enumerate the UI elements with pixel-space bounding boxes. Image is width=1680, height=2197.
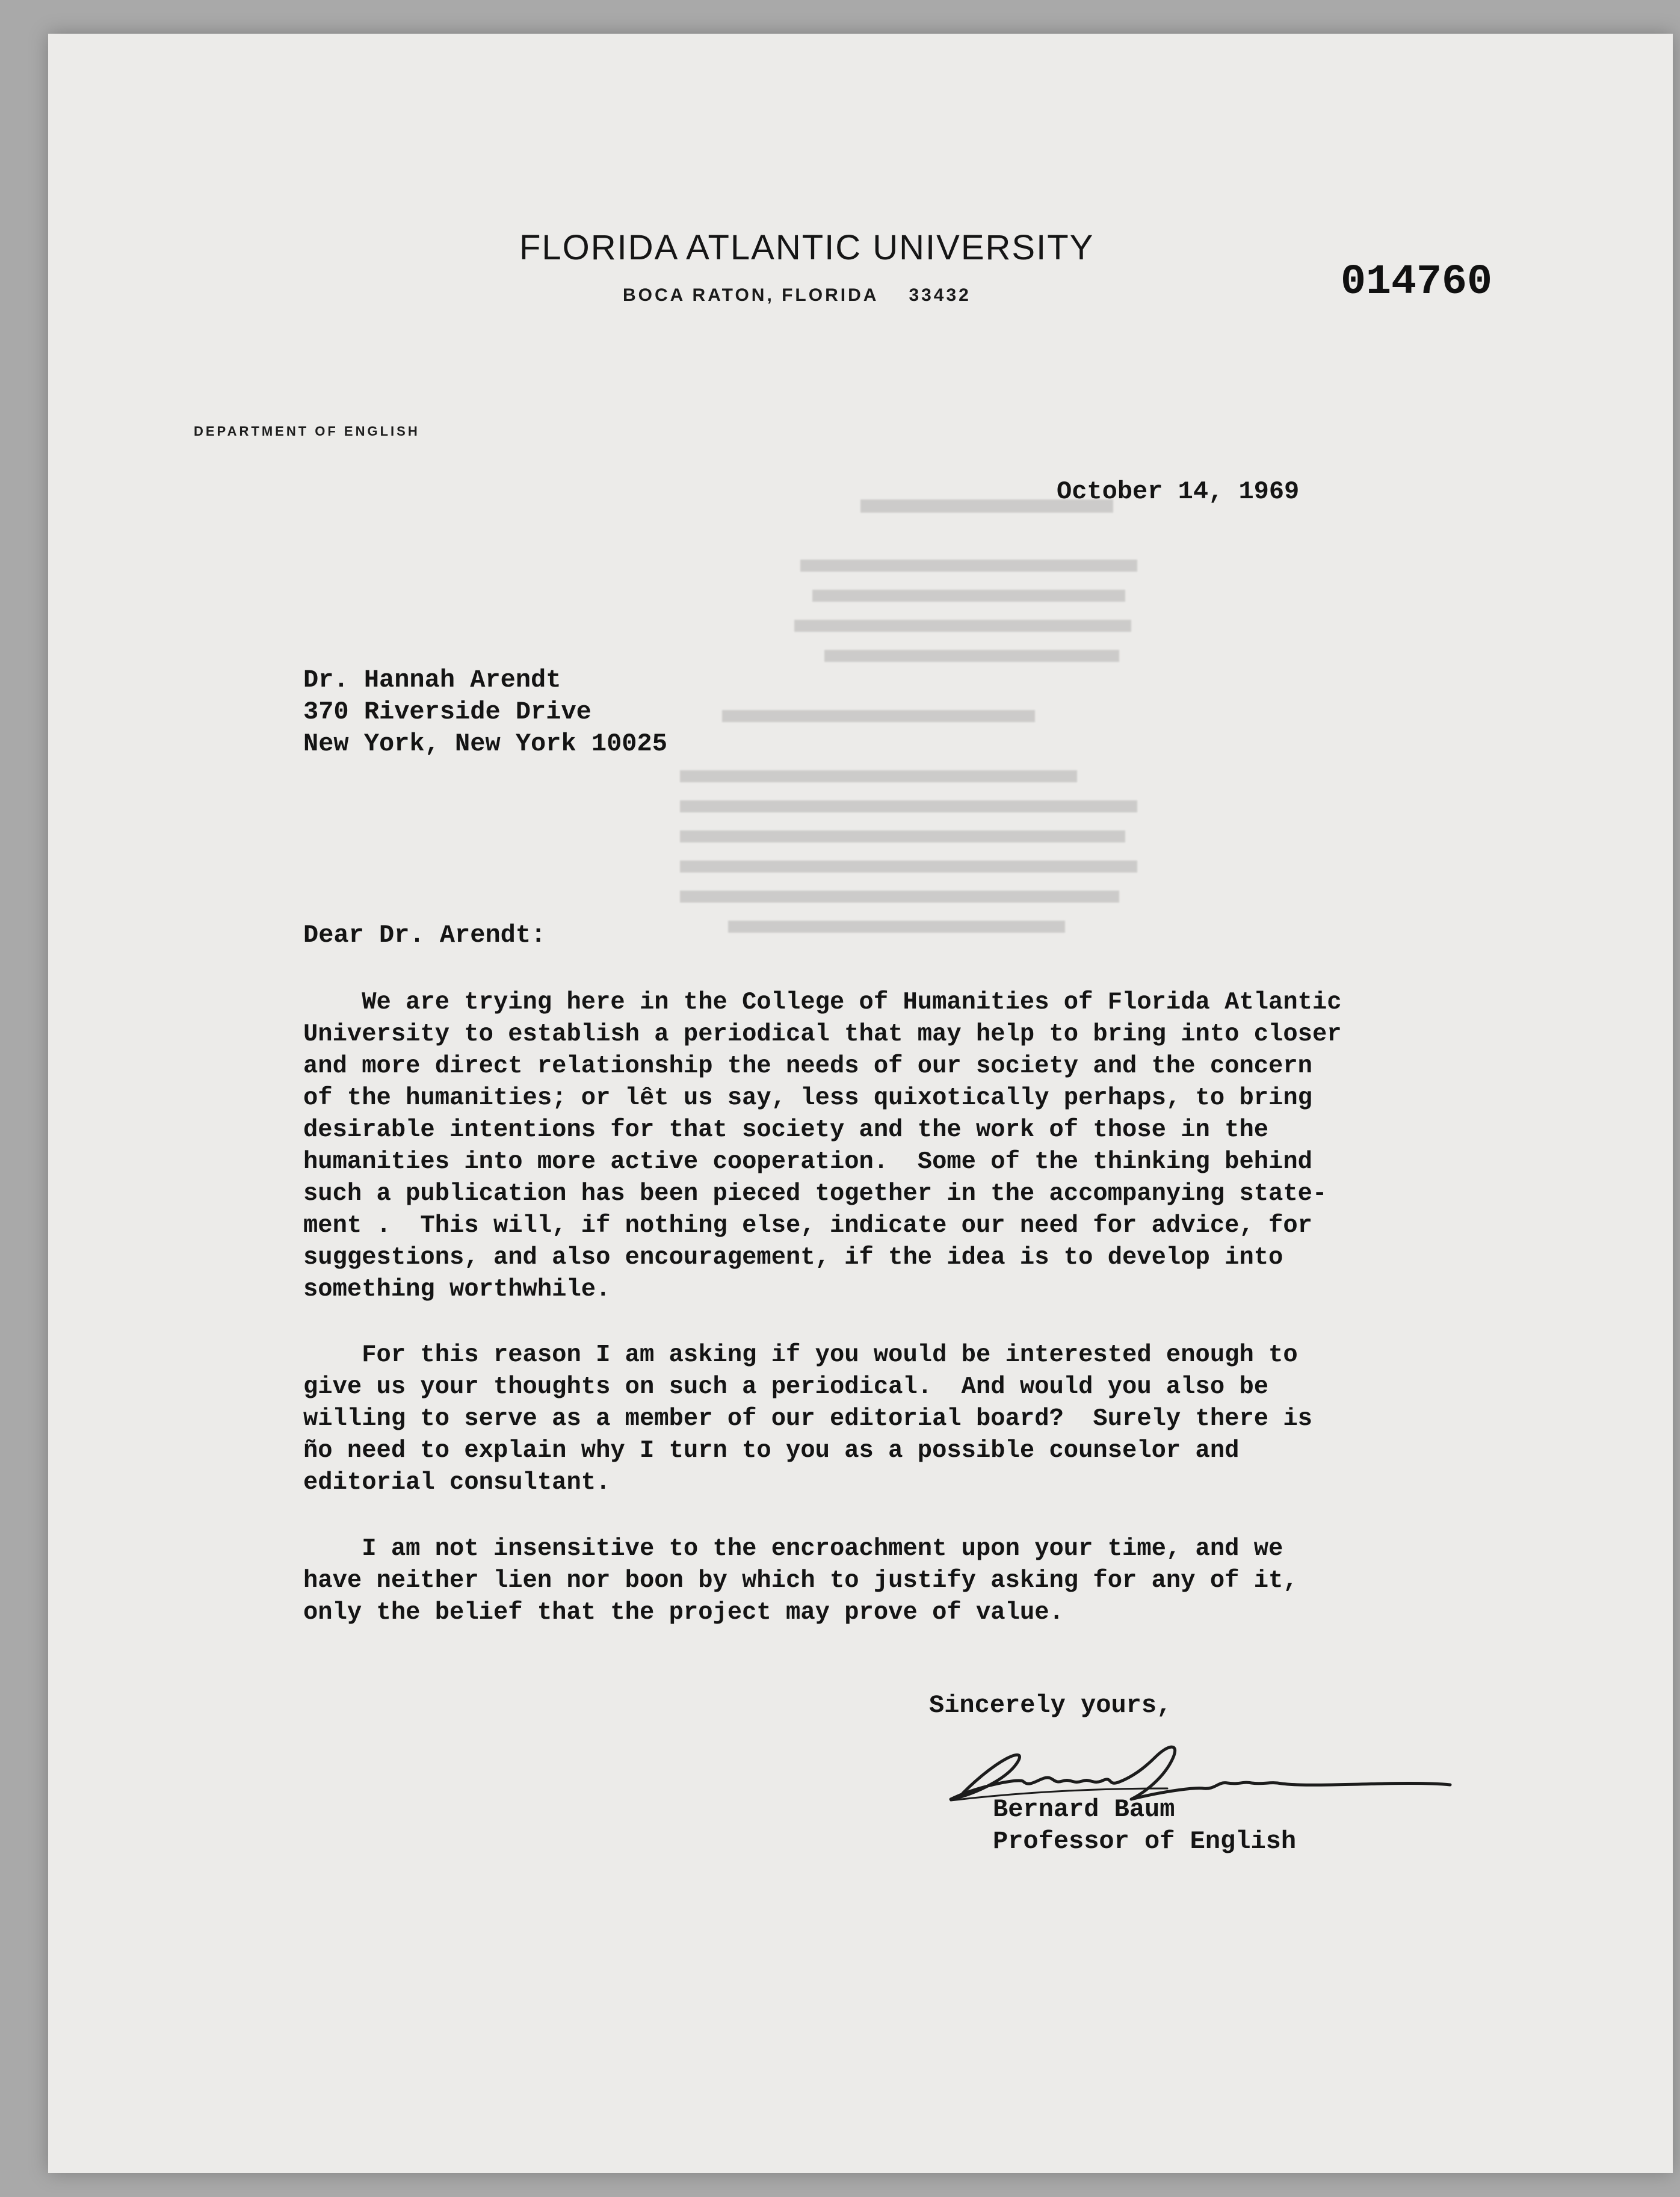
bleed-through-text <box>680 487 1137 987</box>
bleed-through-marks <box>680 487 1137 987</box>
sender-name: Bernard Baum <box>993 1795 1175 1824</box>
archive-stamp-number: 014760 <box>1341 259 1493 306</box>
body-line: I am not insensitive to the encroachment upon your time, and we <box>303 1535 1283 1563</box>
university-zip: 33432 <box>909 285 971 305</box>
body-line: We are trying here in the College of Humanities of Florida Atlantic <box>303 989 1342 1016</box>
body-line: ment . This will, if nothing else, indicate our need for advice, for <box>303 1212 1312 1240</box>
letter-date: October 14, 1969 <box>1057 477 1300 506</box>
recipient-line: New York, New York 10025 <box>303 729 667 758</box>
closing: Sincerely yours, <box>929 1691 1172 1720</box>
body-line: only the belief that the project may prove of value. <box>303 1599 1064 1627</box>
salutation: Dear Dr. Arendt: <box>303 921 546 950</box>
body-line: For this reason I am asking if you would be interested enough to <box>303 1341 1298 1369</box>
recipient-line: Dr. Hannah Arendt <box>303 666 561 694</box>
body-paragraph-1 <box>303 987 1342 1306</box>
body-line: ño need to explain why I turn to you as a possible counselor and <box>303 1437 1240 1465</box>
sender-title: Professor of English <box>993 1827 1297 1856</box>
body-line: and more direct relationship the needs of our society and the concern <box>303 1052 1312 1080</box>
university-name: FLORIDA ATLANTIC UNIVERSITY <box>519 228 1095 267</box>
body-line: something worthwhile. <box>303 1276 611 1303</box>
university-city: BOCA RATON, FLORIDA <box>623 285 879 305</box>
recipient-address <box>303 664 667 760</box>
body-line: have neither lien nor boon by which to justify asking for any of it, <box>303 1567 1298 1595</box>
body-paragraph-3 <box>303 1533 1298 1629</box>
department-name: DEPARTMENT OF ENGLISH <box>194 424 420 439</box>
body-line: humanities into more active cooperation. Some of the thinking behind <box>303 1148 1312 1176</box>
body-line: suggestions, and also encouragement, if the idea is to develop into <box>303 1244 1283 1272</box>
body-line: willing to serve as a member of our editorial board? Surely there is <box>303 1405 1312 1433</box>
university-address <box>623 285 971 306</box>
body-line: desirable intentions for that society and the work of those in the <box>303 1116 1269 1144</box>
body-line: of the humanities; or lêt us say, less quixotically perhaps, to bring <box>303 1084 1312 1112</box>
body-line: University to establish a periodical that may help to bring into closer <box>303 1021 1342 1048</box>
body-line: editorial consultant. <box>303 1469 611 1497</box>
body-line: give us your thoughts on such a periodical. And would you also be <box>303 1373 1269 1401</box>
body-line: such a publication has been pieced together in the accompanying state- <box>303 1180 1327 1208</box>
recipient-line: 370 Riverside Drive <box>303 697 591 726</box>
body-paragraph-2 <box>303 1340 1312 1499</box>
